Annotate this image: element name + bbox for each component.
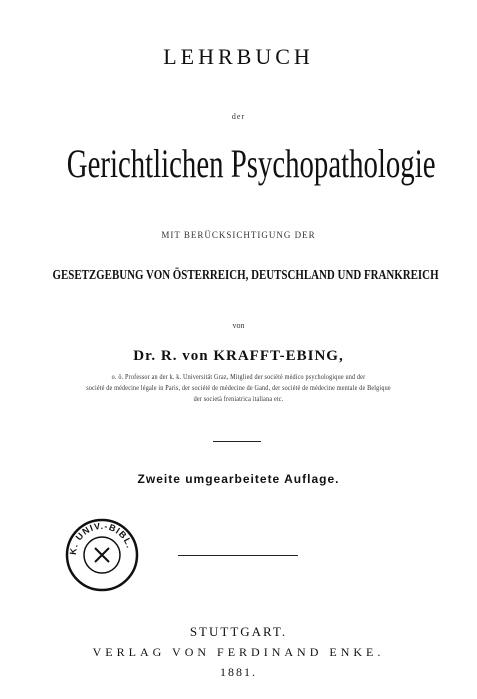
book-title: Gerichtlichen Psychopathologie — [66, 141, 436, 186]
edition-note: Zweite umgearbeitete Auflage. — [137, 472, 340, 486]
book-heading: LEHRBUCH — [163, 44, 314, 69]
imprint-city: STUTTGART. — [189, 624, 288, 639]
preposition-von: von — [232, 321, 245, 330]
divider-rule-bottom — [178, 555, 298, 556]
imprint-year: 1881. — [220, 665, 257, 679]
subtitle-gesetzgebung: GESETZGEBUNG VON ÖSTERREICH, DEUTSCHLAND UND FRANKREICH — [52, 268, 439, 283]
author-affiliation-line-3: der società freniatrica italiana etc. — [193, 395, 284, 403]
subtitle-mit: MIT BERÜCKSICHTIGUNG DER — [161, 230, 316, 240]
author-affiliation-line-1: o. ö. Professor an der k. k. Universität Graz, Mitglied der société médico psychologique und der — [111, 373, 366, 381]
library-stamp — [64, 517, 140, 593]
imprint-publisher: VERLAG VON FERDINAND ENKE. — [92, 645, 385, 659]
divider-rule — [213, 441, 261, 442]
article-der: der — [231, 112, 246, 121]
svg-text:K. UNIV.-BIBL. — [68, 521, 135, 555]
stamp-text: K. UNIV.-BIBL. — [67, 520, 136, 556]
author-name: Dr. R. von KRAFFT-EBING, — [133, 348, 344, 364]
author-affiliation-line-2: société de médecine légale in Paris, der société de médecine de Gand, der société de médecine mentale de Belgique — [86, 384, 391, 392]
